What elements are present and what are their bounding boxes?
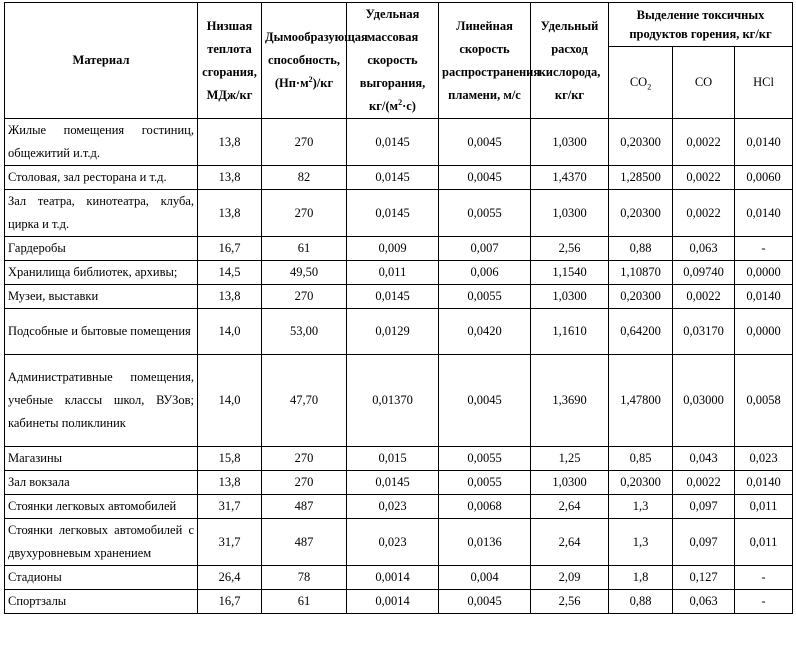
cell-material: Административные помещения, учебные классы школ, ВУЗов; кабинеты поликлиник [5,355,198,447]
table-row [5,471,793,495]
cell-flame: 0,0068 [439,495,531,519]
cell-burn: 0,0129 [347,309,439,355]
cell-oxygen: 2,56 [531,590,609,614]
cell-hcl: 0,011 [735,495,793,519]
cell-co2: 0,20300 [609,119,673,166]
cell-burn: 0,015 [347,447,439,471]
cell-flame: 0,0136 [439,519,531,566]
cell-material: Зал вокзала [5,471,198,495]
fire-load-table [4,2,793,614]
cell-smoke: 270 [262,190,347,237]
cell-heat: 13,8 [198,285,262,309]
cell-smoke: 270 [262,447,347,471]
cell-hcl: 0,0140 [735,471,793,495]
table-row [5,190,793,237]
table-body [5,119,793,614]
cell-co: 0,0022 [673,285,735,309]
cell-material: Хранилища библиотек, архивы; [5,261,198,285]
cell-burn: 0,0145 [347,471,439,495]
cell-oxygen: 2,64 [531,519,609,566]
cell-smoke: 82 [262,166,347,190]
cell-flame: 0,0055 [439,190,531,237]
header-flame-speed [439,3,541,119]
cell-oxygen: 1,0300 [531,190,609,237]
cell-co2: 0,85 [609,447,673,471]
cell-material: Гардеробы [5,237,198,261]
cell-heat: 14,5 [198,261,262,285]
cell-co: 0,0022 [673,190,735,237]
header-burn-rate-sup: 2 [398,97,403,107]
cell-hcl: 0,0000 [735,309,793,355]
cell-co2: 1,3 [609,495,673,519]
cell-co: 0,097 [673,495,735,519]
cell-burn: 0,0014 [347,590,439,614]
table-row [5,355,793,447]
cell-heat: 13,8 [198,190,262,237]
header-smoke-sup: 2 [308,74,313,84]
cell-burn: 0,0145 [347,190,439,237]
cell-heat: 13,8 [198,471,262,495]
cell-smoke: 487 [262,495,347,519]
cell-flame: 0,0045 [439,166,531,190]
cell-heat: 26,4 [198,566,262,590]
cell-co2: 0,20300 [609,190,673,237]
cell-hcl: - [735,237,793,261]
cell-co2: 0,64200 [609,309,673,355]
cell-oxygen: 1,3690 [531,355,609,447]
cell-smoke: 49,50 [262,261,347,285]
cell-co2: 0,88 [609,237,673,261]
cell-flame: 0,004 [439,566,531,590]
cell-oxygen: 1,4370 [531,166,609,190]
cell-co: 0,03000 [673,355,735,447]
table-row [5,447,793,471]
header-oxygen [531,3,609,119]
table-row [5,309,793,355]
cell-heat: 16,7 [198,237,262,261]
cell-hcl: 0,0060 [735,166,793,190]
header-heat-text: Низшая теплота сгорания, МДж/кг [202,18,257,102]
cell-co: 0,09740 [673,261,735,285]
cell-flame: 0,0045 [439,590,531,614]
cell-material: Стоянки легковых автомобилей [5,495,198,519]
header-co2-text: CO [629,75,648,90]
cell-material: Магазины [5,447,198,471]
cell-co: 0,043 [673,447,735,471]
cell-hcl: 0,0140 [735,119,793,166]
cell-oxygen: 2,09 [531,566,609,590]
cell-co: 0,0022 [673,471,735,495]
cell-flame: 0,0055 [439,285,531,309]
table-row [5,166,793,190]
table-header [5,3,793,119]
cell-flame: 0,007 [439,237,531,261]
cell-hcl: 0,023 [735,447,793,471]
header-burn-rate-tail: ·с) [402,99,416,113]
cell-hcl: - [735,590,793,614]
table-row [5,119,793,166]
cell-burn: 0,023 [347,519,439,566]
cell-material: Спортзалы [5,590,198,614]
table-row [5,590,793,614]
cell-co: 0,127 [673,566,735,590]
cell-oxygen: 1,0300 [531,119,609,166]
cell-co2: 1,10870 [609,261,673,285]
cell-flame: 0,0055 [439,447,531,471]
cell-heat: 16,7 [198,590,262,614]
cell-co: 0,0022 [673,119,735,166]
cell-smoke: 53,00 [262,309,347,355]
cell-flame: 0,0055 [439,471,531,495]
cell-hcl: - [735,566,793,590]
cell-material: Стоянки легковых автомобилей с двухуровневым хранением [5,519,198,566]
table-row [5,495,793,519]
header-smoke [262,3,368,119]
cell-co: 0,0022 [673,166,735,190]
cell-co2: 1,47800 [609,355,673,447]
cell-smoke: 270 [262,471,347,495]
cell-oxygen: 1,0300 [531,285,609,309]
cell-hcl: 0,011 [735,519,793,566]
cell-co2: 0,20300 [609,285,673,309]
header-smoke-tail: )/кг [312,76,334,90]
table-row [5,261,793,285]
cell-oxygen: 2,64 [531,495,609,519]
header-hcl: HCl [735,47,793,119]
table-row [5,519,793,566]
cell-material: Музеи, выставки [5,285,198,309]
cell-burn: 0,0145 [347,119,439,166]
cell-smoke: 78 [262,566,347,590]
cell-heat: 31,7 [198,495,262,519]
header-burn-rate [347,3,439,119]
table-row [5,237,793,261]
cell-heat: 13,8 [198,119,262,166]
cell-smoke: 270 [262,285,347,309]
cell-heat: 15,8 [198,447,262,471]
cell-oxygen: 1,1540 [531,261,609,285]
header-smoke-text: Дымообразующая способность, (Нп·м [265,30,368,90]
cell-flame: 0,0045 [439,119,531,166]
cell-smoke: 61 [262,237,347,261]
cell-oxygen: 1,0300 [531,471,609,495]
cell-co: 0,063 [673,237,735,261]
cell-heat: 13,8 [198,166,262,190]
cell-smoke: 270 [262,119,347,166]
header-co2-sub: 2 [647,82,652,92]
cell-burn: 0,011 [347,261,439,285]
cell-material: Стадионы [5,566,198,590]
cell-material: Подсобные и бытовые помещения [5,309,198,355]
cell-smoke: 61 [262,590,347,614]
cell-co2: 0,88 [609,590,673,614]
cell-burn: 0,009 [347,237,439,261]
cell-oxygen: 1,25 [531,447,609,471]
cell-hcl: 0,0140 [735,285,793,309]
cell-co2: 1,28500 [609,166,673,190]
cell-hcl: 0,0000 [735,261,793,285]
header-oxygen-text: Удельный расход кислорода, кг/кг [538,18,601,102]
table-row [5,566,793,590]
cell-flame: 0,006 [439,261,531,285]
header-toxic-group: Выделение токсичных продуктов горения, кг/кг [609,3,793,47]
header-burn-rate-text: Удельная массовая скорость выгорания, кг/(м [359,7,426,113]
cell-burn: 0,0145 [347,285,439,309]
cell-co2: 1,8 [609,566,673,590]
cell-heat: 31,7 [198,519,262,566]
cell-co2: 0,20300 [609,471,673,495]
cell-smoke: 47,70 [262,355,347,447]
table-row [5,285,793,309]
cell-burn: 0,0145 [347,166,439,190]
header-heat [198,3,262,119]
header-material: Материал [5,3,198,119]
header-co2 [609,47,673,119]
cell-burn: 0,0014 [347,566,439,590]
cell-co: 0,03170 [673,309,735,355]
header-co: CO [673,47,735,119]
cell-burn: 0,023 [347,495,439,519]
cell-material: Жилые помещения гостиниц, общежитий и.т.д. [5,119,198,166]
cell-hcl: 0,0140 [735,190,793,237]
cell-flame: 0,0045 [439,355,531,447]
cell-hcl: 0,0058 [735,355,793,447]
cell-heat: 14,0 [198,355,262,447]
cell-material: Столовая, зал ресторана и т.д. [5,166,198,190]
cell-burn: 0,01370 [347,355,439,447]
cell-heat: 14,0 [198,309,262,355]
cell-oxygen: 2,56 [531,237,609,261]
cell-flame: 0,0420 [439,309,531,355]
cell-co2: 1,3 [609,519,673,566]
cell-smoke: 487 [262,519,347,566]
cell-oxygen: 1,1610 [531,309,609,355]
cell-co: 0,097 [673,519,735,566]
cell-material: Зал театра, кинотеатра, клуба, цирка и т.д. [5,190,198,237]
cell-co: 0,063 [673,590,735,614]
header-flame-speed-text: Линейная скорость распространения пламени, м/с [442,18,541,102]
